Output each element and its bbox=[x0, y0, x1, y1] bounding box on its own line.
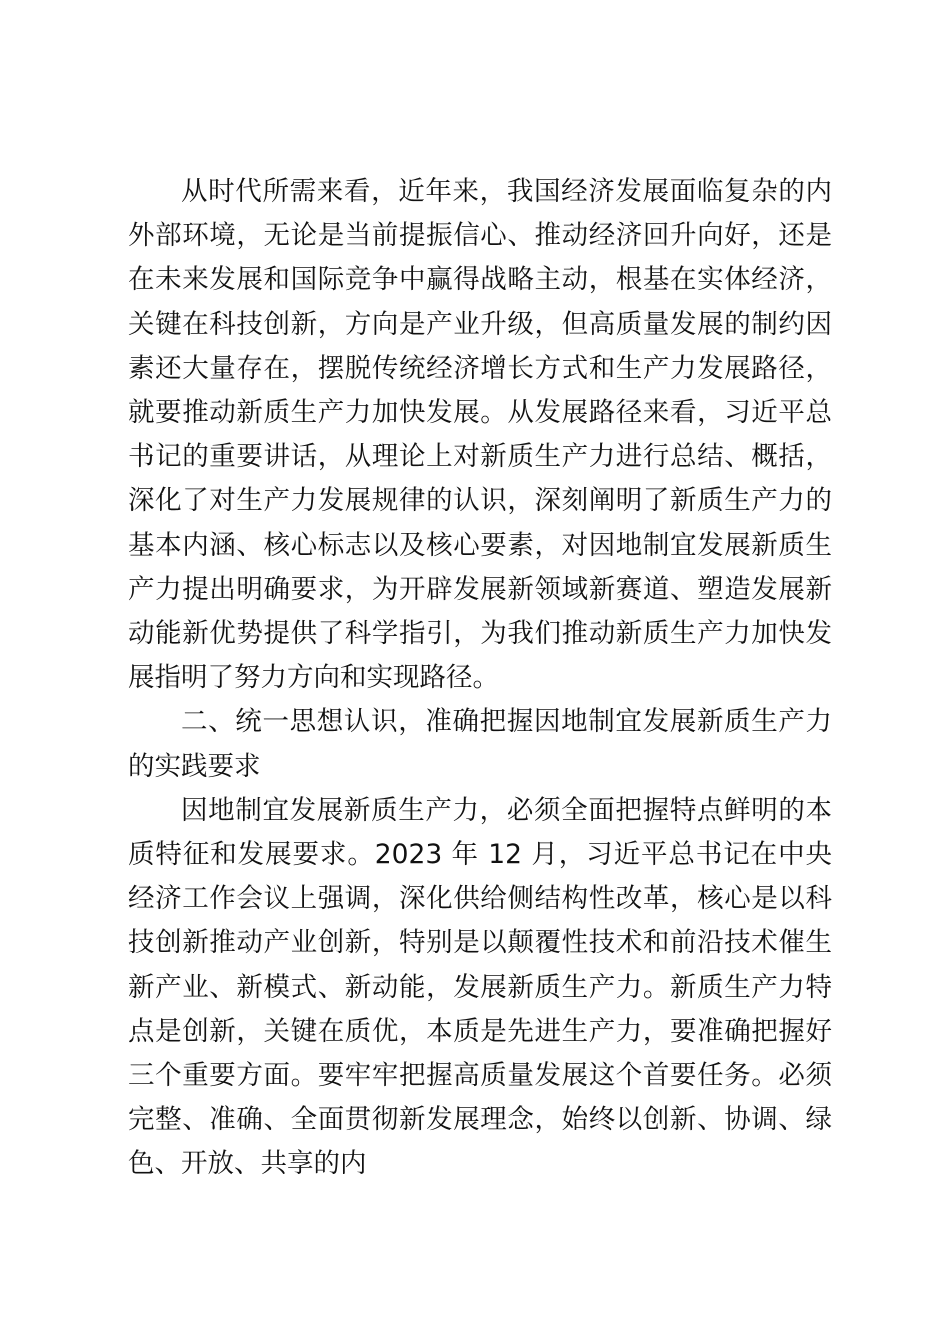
document-body bbox=[128, 170, 832, 1187]
paragraph-development-path: 从时代所需来看，近年来，我国经济发展面临复杂的内外部环境，无论是当前提振信心、推动经济回升向好，还是在未来发展和国际竞争中赢得战略主动，根基在实体经济，关键在科技创新，方向是产业升级，但高质量发展的制约因素还大量存在，摆脱传统经济增长方式和生产力发展路径，就要推动新质生产力加快发展。从发展路径来看，习近平总书记的重要讲话，从理论上对新质生产力进行总结、概括，深化了对生产力发展规律的认识，深刻阐明了新质生产力的基本内涵、核心标志以及核心要素，对因地制宜发展新质生产力提出明确要求，为开辟发展新领域新赛道、塑造发展新动能新优势提供了科学指引，为我们推动新质生产力加快发展指明了努力方向和实现路径。 bbox=[128, 176, 832, 694]
paragraph-practice-requirements: 因地制宜发展新质生产力，必须全面把握特点鲜明的本质特征和发展要求。2023 年 12 月，习近平总书记在中央经济工作会议上强调，深化供给侧结构性改革，核心是以科技创新推动产业创新，特别是以颠覆性技术和前沿技术催生新产业、新模式、新动能，发展新质生产力。新质生产力特点是创新，关键在质优，本质是先进生产力，要准确把握好三个重要方面。要牢牢把握高质量发展这个首要任务。必须完整、准确、全面贯彻新发展理念，始终以创新、协调、绿色、开放、共享的内 bbox=[128, 794, 832, 1180]
section-heading-two: 二、统一思想认识，准确把握因地制宜发展新质生产力的实践要求 bbox=[128, 706, 832, 782]
